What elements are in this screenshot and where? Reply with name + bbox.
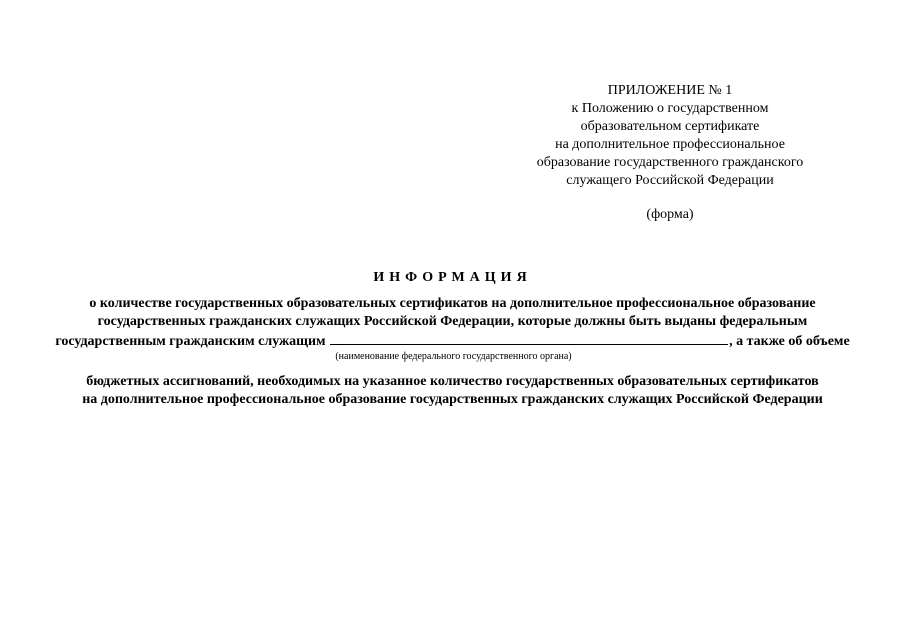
body-line-end: , а также об объеме [729, 334, 850, 349]
body-line-start: государственным гражданским служащим [55, 334, 326, 349]
document-title: ИНФОРМАЦИЯ [373, 270, 532, 285]
appendix-line: на дополнительное профессиональное [555, 137, 785, 152]
appendix-header [520, 82, 820, 224]
field-caption: (наименование федерального государственного органа) [335, 351, 572, 362]
document-body [20, 295, 885, 409]
body-line: государственных гражданских служащих Российской Федерации, которые должны быть выданы федеральным [97, 314, 808, 329]
appendix-heading: ПРИЛОЖЕНИЕ № 1 [607, 83, 733, 98]
appendix-line: образовательном сертификате [580, 119, 760, 134]
body-line: на дополнительное профессиональное образование государственных гражданских служащих Российской Федерации [82, 392, 823, 407]
body-line-with-field [20, 331, 885, 351]
appendix-line: к Положению о государственном [571, 101, 769, 116]
body-line: о количестве государственных образовательных сертификатов на дополнительное профессиональное образование [89, 296, 816, 311]
body-line: бюджетных ассигнований, необходимых на указанное количество государственных образовательных сертификатов [86, 374, 819, 389]
appendix-line: образование государственного гражданского [536, 155, 804, 170]
agency-name-field[interactable] [330, 331, 728, 345]
appendix-line: служащего Российской Федерации [566, 173, 774, 188]
form-label: (форма) [646, 207, 694, 222]
